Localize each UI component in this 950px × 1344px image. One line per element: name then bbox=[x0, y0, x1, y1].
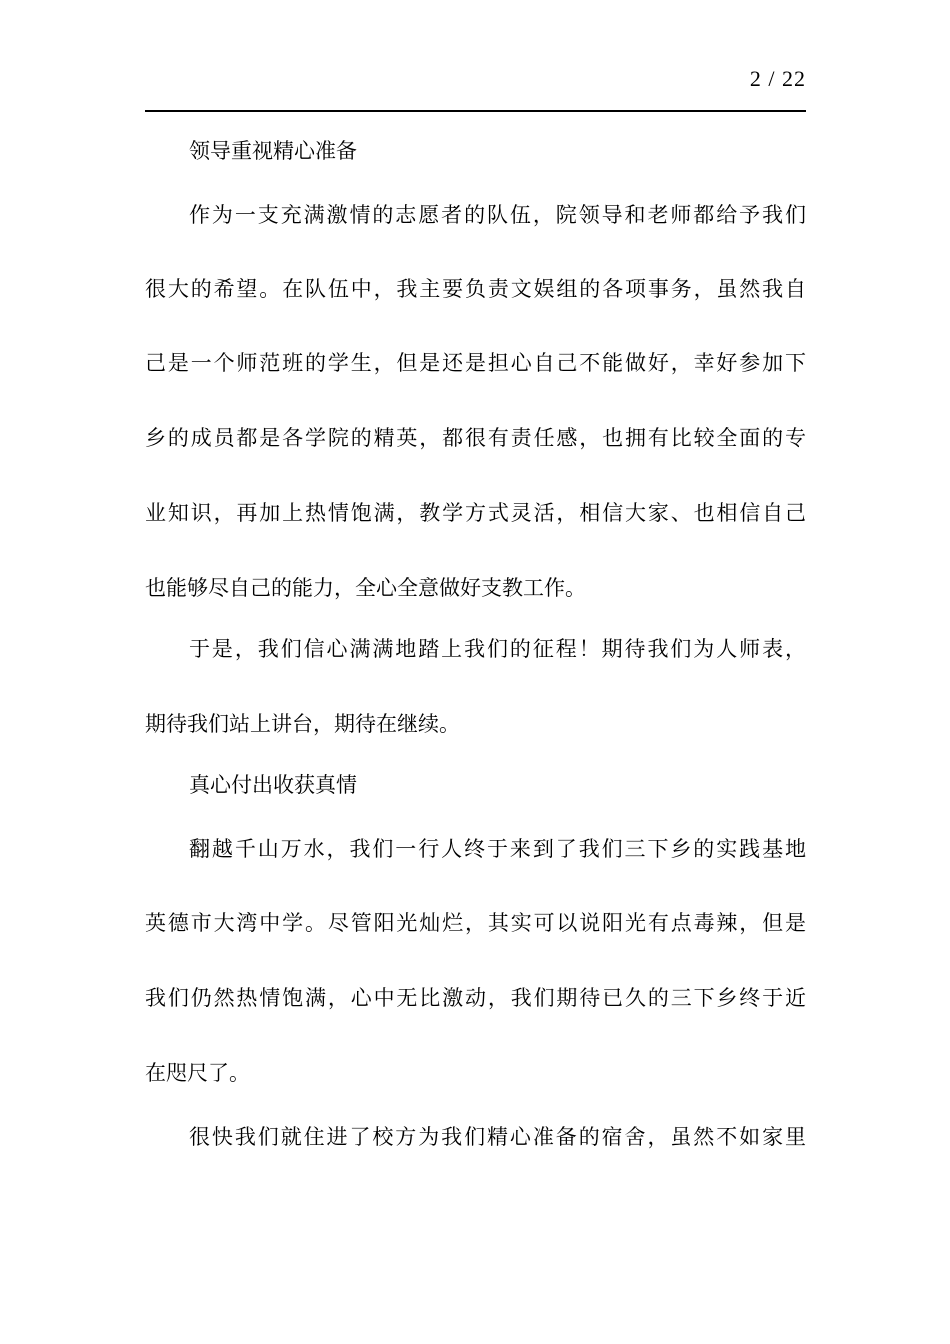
paragraph-line: 很大的希望。在队伍中，我主要负责文娱组的各项事务，虽然我自 bbox=[145, 277, 806, 301]
paragraph-line: 于是，我们信心满满地踏上我们的征程！期待我们为人师表， bbox=[189, 637, 806, 661]
page-number: 2 / 22 bbox=[749, 66, 806, 91]
paragraph-line: 我们仍然热情饱满，心中无比激动，我们期待已久的三下乡终于近 bbox=[145, 986, 806, 1010]
section-heading: 领导重视精心准备 bbox=[189, 139, 357, 163]
paragraph-line: 作为一支充满激情的志愿者的队伍，院领导和老师都给予我们 bbox=[189, 203, 806, 227]
paragraph-line: 英德市大湾中学。尽管阳光灿烂，其实可以说阳光有点毒辣，但是 bbox=[145, 911, 806, 935]
paragraph-line: 业知识，再加上热情饱满，教学方式灵活，相信大家、也相信自己 bbox=[145, 501, 806, 525]
header-rule bbox=[145, 110, 806, 112]
paragraph-line: 也能够尽自己的能力，全心全意做好支教工作。 bbox=[145, 576, 586, 600]
paragraph-line: 翻越千山万水，我们一行人终于来到了我们三下乡的实践基地 bbox=[189, 837, 806, 861]
paragraph-line: 在咫尺了。 bbox=[145, 1061, 250, 1085]
paragraph-line: 很快我们就住进了校方为我们精心准备的宿舍，虽然不如家里 bbox=[189, 1125, 806, 1149]
paragraph-line: 己是一个师范班的学生，但是还是担心自己不能做好，幸好参加下 bbox=[145, 351, 806, 375]
paragraph-line: 乡的成员都是各学院的精英，都很有责任感，也拥有比较全面的专 bbox=[145, 426, 806, 450]
paragraph-line: 期待我们站上讲台，期待在继续。 bbox=[145, 712, 460, 736]
section-heading: 真心付出收获真情 bbox=[189, 773, 357, 797]
